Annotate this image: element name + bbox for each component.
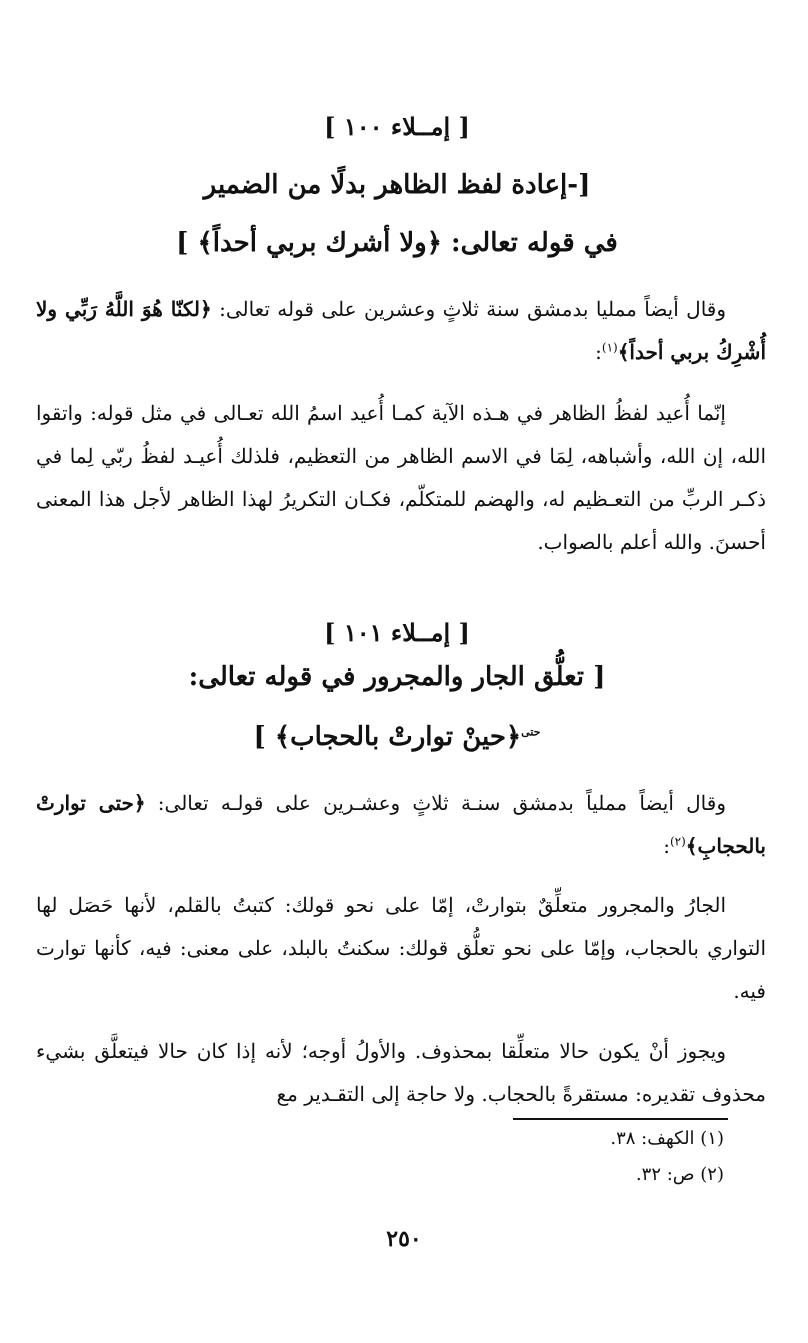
section-101-number: [ إمــلاء ١٠١ ] [324, 618, 470, 647]
section-100-intro-text: وقال أيضاً ممليا بدمشق سنة ثلاثٍ وعشرين على قوله تعالى: [211, 297, 727, 321]
footnote-ref-2: (٢) [669, 834, 686, 849]
section-101-title-line2-text: ﴿حينْ توارتْ بالحجاب﴾ ] [253, 722, 522, 752]
section-100-quran-quote: ﴿لكنّا هُوَ اللَّهُ رَبِّي ولا أُشْرِكُ بربي أحداً﴾ [36, 297, 766, 364]
footnote-separator [513, 1118, 728, 1120]
section-101-para2-text: ويجوز أنْ يكون حالا متعلِّقا بمحذوف. والأولُ أوجه؛ لأنه إذا كان حالا فيتعلَّق بشيء محذوف تقديره: مستقرةً بالحجاب. ولا حاجة إلى التقـدير مع [36, 1039, 766, 1106]
section-100-title-line1: [-إعادة لفظ الظاهر بدلًا من الضمير [203, 170, 591, 200]
section-101-quran-quote: ﴿حتى توارتْ بالحجابِ﴾ [36, 791, 766, 858]
section-101-intro-end: : [663, 834, 670, 858]
section-100-intro-end: : [595, 340, 602, 364]
section-100-intro [36, 288, 766, 374]
section-100-body-text: إنّما أُعيد لفظُ الظاهر في هـذه الآية كمـا أُعيد اسمُ الله تعـالى في مثل قوله: واتقوا الله، إن الله، وأشباهه، لِمَا في الاسم الظاهر من التعظيم، فلذلك أُعيـد لفظُ ربّي لِما في ذكـر الربِّ من التعـظيم له، والهضم للمتكلّم، فكـان التكريرُ لهذا الظاهر لأجل هذا المعنى أحسنَ. والله أعلم بالصواب. [36, 401, 767, 554]
section-100-body [36, 392, 766, 564]
section-101-intro-text: وقال أيضاً مملياً بدمشق سنـة ثلاثٍ وعشـرين على قولـه تعالى: [145, 791, 726, 815]
footnote-2: (٢) ص: ٣٢. [635, 1164, 724, 1185]
section-101-title-line2 [30, 722, 764, 752]
section-101-intro [36, 782, 766, 868]
footnote-1: (١) الكهف: ٣٨. [610, 1128, 724, 1149]
section-100-number: [ إمــلاء ١٠٠ ] [324, 112, 470, 141]
section-101-title-line1: [ تعلُّق الجار والمجرور في قوله تعالى: [188, 662, 606, 692]
section-101-para1 [36, 884, 766, 1013]
section-101-para2 [36, 1030, 766, 1116]
section-101-para1-text: الجارُ والمجرور متعلِّقٌ بتوارتْ، إمّا على نحو قولك: كتبتُ بالقلم، لأنها حَصَل لها التواري بالحجاب، وإمّا على نحو تعلُّق قولك: سكنتُ بالبلد، على معنى: فيه، كأنها توارت فيه. [36, 893, 766, 1003]
page-number: ٢٥٠ [386, 1226, 422, 1252]
section-101-title-correction: حتى [521, 725, 541, 739]
section-100-title-line2: في قوله تعالى: ﴿ولا أشرك بربي أحداً﴾ ] [176, 228, 618, 258]
footnote-ref-1: (١) [601, 340, 618, 355]
